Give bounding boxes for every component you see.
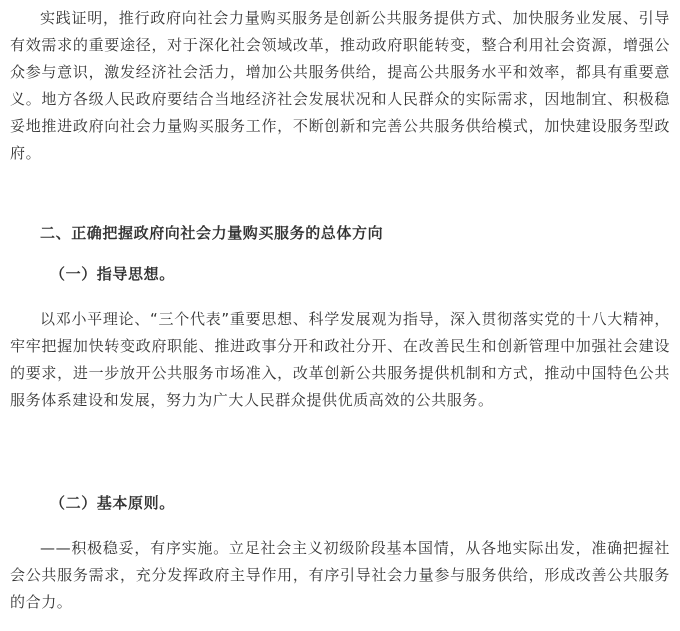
paragraph-intro: 实践证明，推行政府向社会力量购买服务是创新公共服务提供方式、加快服务业发展、引导有效需求的重要途径，对于深化社会领域改革，推动政府职能转变，整合利用社会资源，增强公众参与意识，激发经济社会活力，增加公共服务供给，提高公共服务水平和效率，都具有重要意义。地方各级人民政府要结合当地经济社会发展状况和人民群众的实际需求，因地制宜、积极稳妥地推进政府向社会力量购买服务工作，不断创新和完善公共服务供给模式，加快建设服务型政府。 xyxy=(10,9,670,162)
paragraph-basic-principles: ——积极稳妥，有序实施。立足社会主义初级阶段基本国情，从各地实际出发，准确把握社会公共服务需求，充分发挥政府主导作用，有序引导社会力量参与服务供给，形成改善公共服务的合力。 xyxy=(10,539,670,611)
subheading-guiding-ideology: （一）指导思想。 xyxy=(50,265,175,283)
paragraph-guiding-ideology: 以邓小平理论、“三个代表”重要思想、科学发展观为指导，深入贯彻落实党的十八大精神，牢牢把握加快转变政府职能、推进政事分开和政社分开、在改善民生和创新管理中加强社会建设的要求，进一步放开公共服务市场准入，改革创新公共服务提供机制和方式，推动中国特色公共服务体系建设和发展，努力为广大人民群众提供优质高效的公共服务。 xyxy=(10,310,670,409)
section-heading: 二、正确把握政府向社会力量购买服务的总体方向 xyxy=(40,224,384,242)
subheading-basic-principles: （二）基本原则。 xyxy=(50,494,175,512)
